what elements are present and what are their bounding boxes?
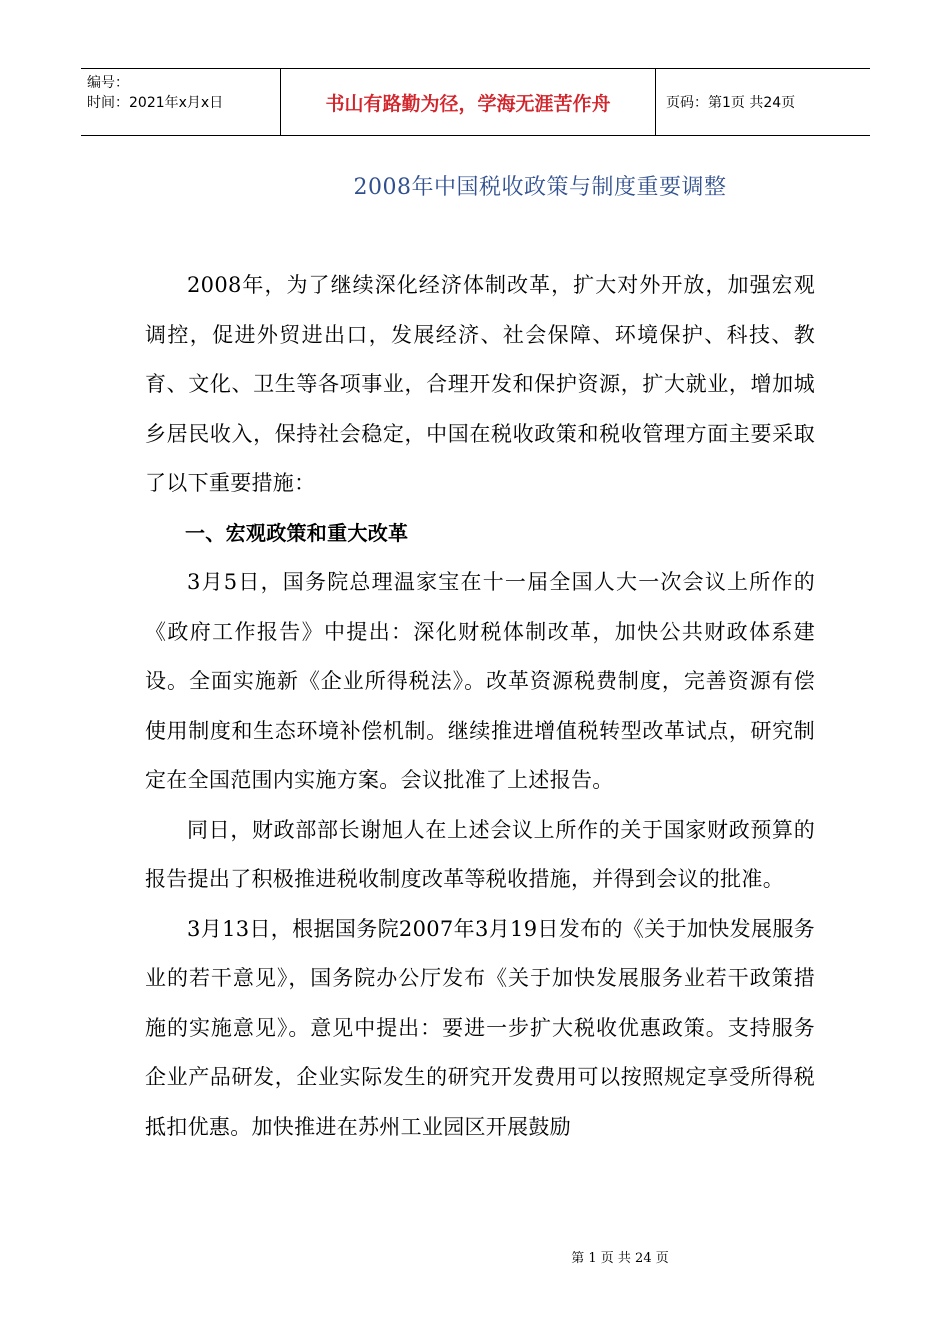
document-body [145,261,815,1152]
header-meta [81,69,281,135]
paragraph-intro: 2008年，为了继续深化经济体制改革，扩大对外开放，加强宏观调控，促进外贸进出口，发展经济、社会保障、环境保护、科技、教育、文化、卫生等各项事业，合理开发和保护资源，扩大就业，增加城乡居民收入，保持社会稳定，中国在税收政策和税收管理方面主要采取了以下重要措施： [145,273,815,495]
document-title: 2008年中国税收政策与制度重要调整 [353,175,727,200]
section-heading: 一、宏观政策和重大改革 [185,520,409,545]
page-footer: 第 1 页 共 24 页 [571,1251,669,1266]
paragraph-same-day: 同日，财政部部长谢旭人在上述会议上所作的关于国家财政预算的报告提出了积极推进税收制度改革等税收措施，并得到会议的批准。 [145,817,815,891]
paragraph-march-5: 3月5日，国务院总理温家宝在十一届全国人大一次会议上所作的《政府工作报告》中提出：深化财税体制改革，加快公共财政体系建设。全面实施新《企业所得税法》。改革资源税费制度，完善资源有偿使用制度和生态环境补偿机制。继续推进增值税转型改革试点，研究制定在全国范围内实施方案。会议批准了上述报告。 [145,570,815,792]
header-page-info: 页码：第1页 共24页 [666,95,796,111]
document-number-label: 编号： [87,75,129,91]
document-header [81,68,870,136]
document-date-label: 时间：2021年x月x日 [87,95,224,111]
paragraph-march-13: 3月13日，根据国务院2007年3月19日发布的《关于加快发展服务业的若干意见》，国务院办公厅发布《关于加快发展服务业若干政策措施的实施意见》。意见中提出：要进一步扩大税收优惠政策。支持服务企业产品研发，企业实际发生的研究开发费用可以按照规定享受所得税抵扣优惠。加快推进在苏州工业园区开展鼓励 [145,916,815,1139]
header-motto: 书山有路勤为径，学海无涯苦作舟 [281,69,656,135]
